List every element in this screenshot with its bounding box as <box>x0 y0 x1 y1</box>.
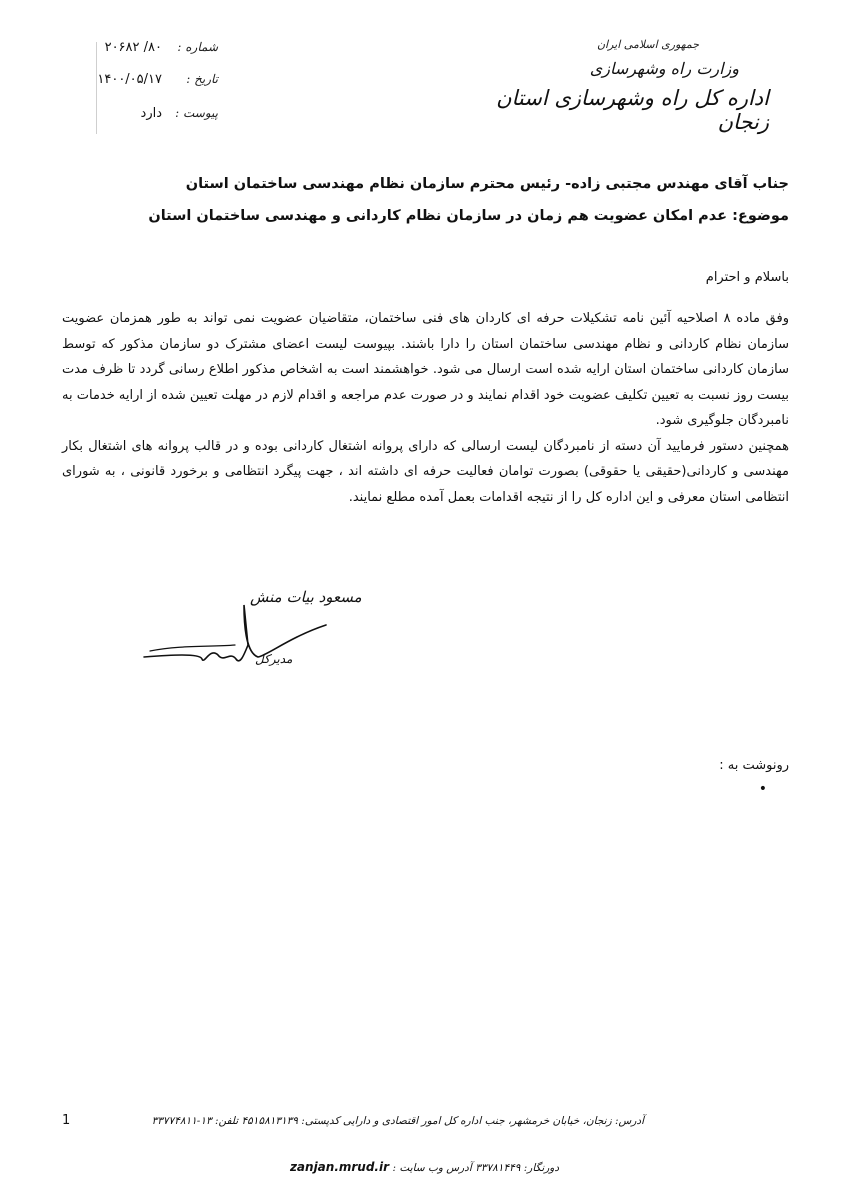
meta-date-row <box>48 72 218 92</box>
body-paragraph-1: وفق ماده ۸ اصلاحیه آئین نامه تشکیلات حرفه ای کاردان های فنی ساختمان، متقاضیان عضویت نمی تواند به طور همزمان عضویت سازمان نظام کاردانی و نظام مهندسی ساختمان استان را دارا باشند. بپیوست لیست اعضای مشترک دو سازمان مذکور که توسط سازمان کاردانی ساختمان استان ارایه شده است ارسال می شود. خواهشمند است به اشخاص مذکور اطلاع رسانی گردد تا ظرف مدت بیست روز نسبت به تعیین تکلیف عضویت خود اقدام نمایند و در صورت عدم مراجعه و اقدام لازم در مهلت تعیین شده از ارایه خدمات به نامبردگان جلوگیری شود. <box>62 311 789 428</box>
signature-name: مسعود بیات منش <box>250 588 362 606</box>
footer-website <box>0 1160 849 1174</box>
letter-body <box>62 306 789 510</box>
letterhead-ministry: وزارت راه وشهرسازی <box>589 59 739 78</box>
meta-date-value: ۱۴۰۰/۰۵/۱۷ <box>97 72 162 87</box>
greeting: باسلام و احترام <box>705 270 789 285</box>
cc-label: رونوشت به : <box>719 758 789 773</box>
signature-title: مدیرکل <box>255 652 293 666</box>
fax-number: دورنگار: ۳۳۷۸۱۴۴۹ <box>475 1162 560 1174</box>
meta-attachment-value: دارد <box>140 106 162 121</box>
meta-number-value: ۸۰/ ۲۰۶۸۲ <box>104 40 162 55</box>
letterhead <box>469 38 769 134</box>
meta-attachment-label: پیوست : <box>175 106 218 120</box>
footer-address: آدرس: زنجان، خیابان خرمشهر، جنب اداره کل امور اقتصادی و دارایی کدپستی: ۴۵۱۵۸۱۳۱۳۹ تلفن: ۱۳-۳۳۷۷۴۸۱۱ <box>151 1115 644 1127</box>
meta-date-label: تاریخ : <box>186 72 218 86</box>
recipient-line: جناب آقای مهندس مجتبی زاده- رئیس محترم سازمان نظام مهندسی ساختمان استان <box>185 176 789 192</box>
meta-number-label: شماره : <box>177 40 218 54</box>
website-label: آدرس وب سایت : <box>392 1162 472 1174</box>
meta-divider <box>96 42 97 134</box>
cc-bullet: • <box>758 781 767 797</box>
letterhead-republic: جمهوری اسلامی ایران <box>596 38 699 51</box>
meta-number-row <box>48 40 218 60</box>
letterhead-office: اداره کل راه وشهرسازی استان زنجان <box>496 86 769 134</box>
meta-attachment-row <box>48 106 218 126</box>
page-number: 1 <box>62 1113 71 1128</box>
subject-line: موضوع: عدم امکان عضویت هم زمان در سازمان نظام کاردانی و مهندسی ساختمان استان <box>148 208 789 224</box>
body-paragraph-2: همچنین دستور فرمایید آن دسته از نامبردگان لیست ارسالی که دارای پروانه اشتغال کاردانی بوده و در قالب پروانه های اشتغال بکار مهندسی و کاردانی(حقیقی یا حقوقی) بصورت توامان فعالیت حرفه ای داشته اند ، جهت پیگرد انتظامی و برخورد قانونی ، به شورای انتظامی استان معرفی و این اداره کل را از نتیجه اقدامات بعمل آمده مطلع نمایند. <box>62 438 789 505</box>
website-url[interactable]: zanjan.mrud.ir <box>289 1160 390 1174</box>
